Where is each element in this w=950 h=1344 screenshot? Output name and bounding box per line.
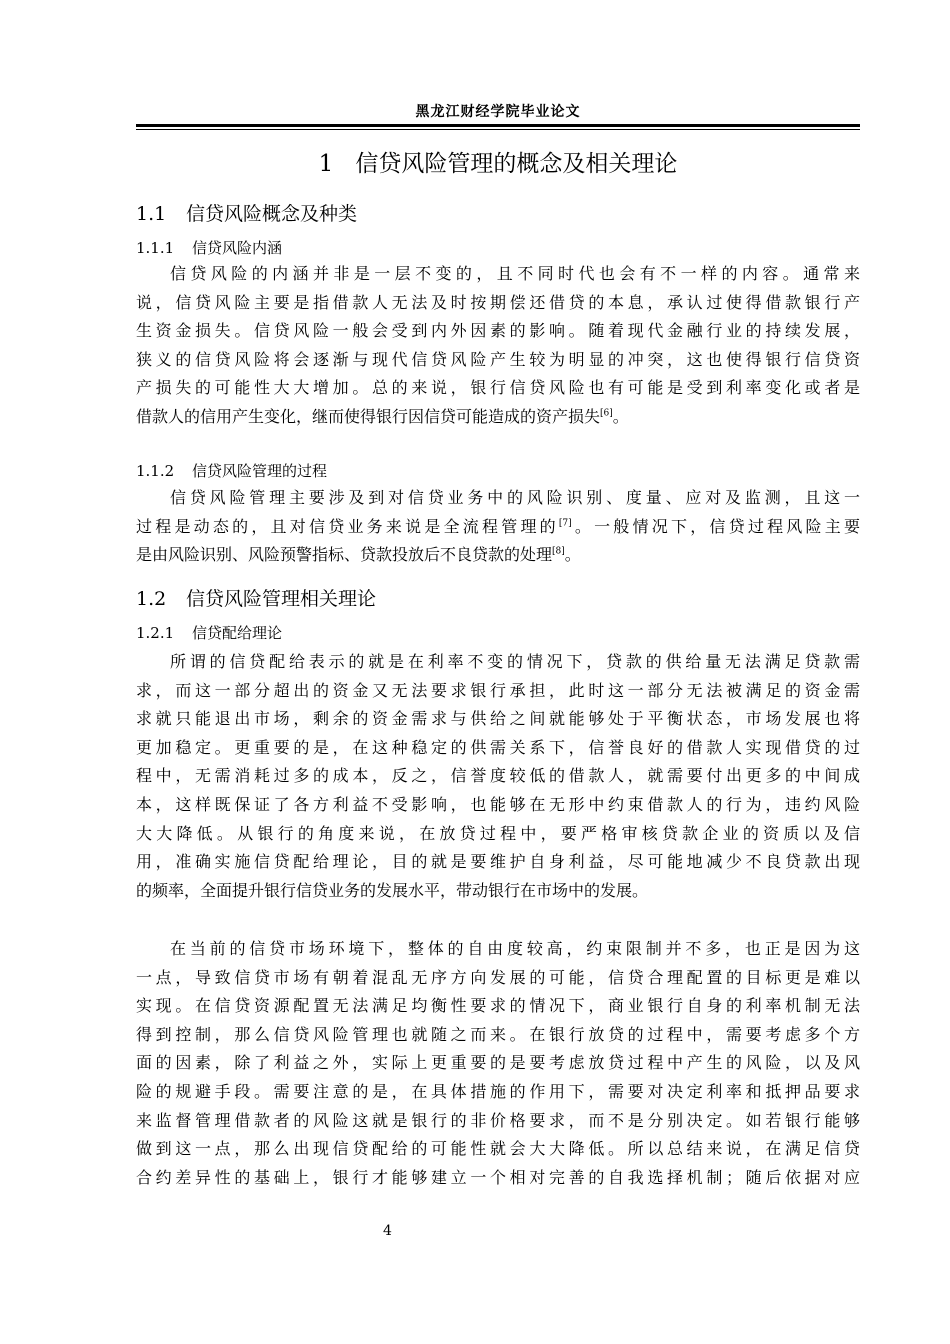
paragraph-risk-management-process xyxy=(136,484,860,570)
citation-ref: [6] xyxy=(600,408,613,419)
text-line: 来监督管理借款者的风险这就是银行的非价格要求，而不是分别决定。如若银行能够 xyxy=(136,1110,860,1130)
citation-ref: [8] xyxy=(552,546,565,557)
text-line: 说，信贷风险主要是指借款人无法及时按期偿还借贷的本息，承认过使得借款银行产 xyxy=(136,292,860,312)
section-heading-1-1 xyxy=(136,199,357,229)
chapter-number: 1 xyxy=(318,151,334,177)
header-rule-thin xyxy=(136,129,860,130)
text-line: 更加稳定。更重要的是，在这种稳定的供需关系下，信誉良好的借款人实现借贷的过 xyxy=(136,737,860,757)
text-line: 面的因素，除了利益之外，实际上更重要的是要考虑放贷过程中产生的风险，以及风 xyxy=(136,1053,860,1073)
text-run: 借款人的信用产生变化，继而使得银行因信贷可能造成的资产损失 xyxy=(136,406,601,426)
section-number: 1.2 xyxy=(136,588,167,610)
section-title: 信贷风险概念及种类 xyxy=(186,203,358,225)
text-line: 在当前的信贷市场环境下，整体的自由度较高，约束限制并不多，也正是因为这 xyxy=(170,939,860,958)
subsection-heading-1-1-2 xyxy=(136,458,327,484)
text-line: 生资金损失。信贷风险一般会受到内外因素的影响。随着现代金融行业的持续发展， xyxy=(136,321,860,341)
text-run: 是由风险识别、风险预警指标、贷款投放后不良贷款的处理 xyxy=(136,545,553,565)
text-line: 用，准确实施信贷配给理论，目的就是要维护自身利益，尽可能地减少不良贷款出现 xyxy=(136,852,860,872)
subsection-title: 信贷风险内涵 xyxy=(192,239,283,257)
subsection-number: 1.1.1 xyxy=(136,239,175,257)
citation-ref: [7] xyxy=(558,518,572,529)
subsection-title: 信贷风险管理的过程 xyxy=(192,462,328,480)
text-line: 本，这样既保证了各方利益不受影响，也能够在无形中约束借款人的行为，违约风险 xyxy=(136,794,860,814)
section-number: 1.1 xyxy=(136,203,167,225)
text-line: 做到这一点，那么出现信贷配给的可能性就会大大降低。所以总结来说，在满足信贷 xyxy=(136,1139,860,1159)
text-line: 一点，导致信贷市场有朝着混乱无序方向发展的可能，信贷合理配置的目标更是难以 xyxy=(136,967,860,987)
text-line: 信贷风险的内涵并非是一层不变的，且不同时代也会有不一样的内容。通常来 xyxy=(170,264,860,283)
paragraph-credit-rationing-1 xyxy=(136,648,860,905)
text-line: 产损失的可能性大大增加。总的来说，银行信贷风险也有可能是受到利率变化或者是 xyxy=(136,378,860,398)
running-header: 黑龙江财经学院毕业论文 xyxy=(415,104,581,120)
text-line: 信贷风险管理主要涉及到对信贷业务中的风险识别、度量、应对及监测，且这一 xyxy=(170,488,860,507)
text-line: 得到控制，那么信贷风险管理也就随之而来。在银行放贷的过程中，需要考虑多个方 xyxy=(136,1024,860,1044)
text-run: 。 xyxy=(612,406,629,426)
subsection-number: 1.2.1 xyxy=(136,624,175,642)
text-line: 实现。在信贷资源配置无法满足均衡性要求的情况下，商业银行自身的利率机制无法 xyxy=(136,996,860,1016)
subsection-heading-1-2-1 xyxy=(136,620,282,646)
chapter-title xyxy=(136,146,860,182)
text-line xyxy=(136,541,860,570)
paragraph-credit-risk-meaning xyxy=(136,260,860,432)
text-line xyxy=(136,513,860,542)
section-heading-1-2 xyxy=(136,584,376,614)
text-line: 合约差异性的基础上，银行才能够建立一个相对完善的自我选择机制；随后依据对应 xyxy=(136,1167,860,1187)
text-line: 所谓的信贷配给表示的就是在利率不变的情况下，贷款的供给量无法满足贷款需 xyxy=(170,652,860,671)
text-run: 。 xyxy=(564,545,581,565)
text-run: 过程是动态的，且对信贷业务来说是全流程管理的 xyxy=(136,516,559,536)
text-line: 险的规避手段。需要注意的是，在具体措施的作用下，需要对决定利率和抵押品要求 xyxy=(136,1081,860,1101)
text-line: 狭义的信贷风险将会逐渐与现代信贷风险产生较为明显的冲突，这也使得银行信贷资 xyxy=(136,349,860,369)
chapter-title-text: 信贷风险管理的概念及相关理论 xyxy=(355,151,678,177)
subsection-heading-1-1-1 xyxy=(136,235,282,261)
page-number: 4 xyxy=(383,1223,392,1239)
text-line: 求就只能退出市场，剩余的资金需求与供给之间就能够处于平衡状态，市场发展也将 xyxy=(136,709,860,729)
paragraph-credit-rationing-2 xyxy=(136,935,860,1192)
text-line: 程中，无需消耗过多的成本，反之，信誉度较低的借款人，就需要付出更多的中间成 xyxy=(136,766,860,786)
text-line: 大大降低。从银行的角度来说，在放贷过程中，要严格审核贷款企业的资质以及信 xyxy=(136,823,860,843)
text-run: 。一般情况下，信贷过程风险主要 xyxy=(571,516,860,536)
text-line xyxy=(136,403,860,432)
text-line: 的频率，全面提升银行信贷业务的发展水平，带动银行在市场中的发展。 xyxy=(136,880,649,900)
text-line: 求，而这一部分超出的资金又无法要求银行承担，此时这一部分无法被满足的资金需 xyxy=(136,680,860,700)
subsection-number: 1.1.2 xyxy=(136,462,175,480)
header-rule-thick xyxy=(136,124,860,127)
subsection-title: 信贷配给理论 xyxy=(192,624,283,642)
section-title: 信贷风险管理相关理论 xyxy=(186,588,377,610)
